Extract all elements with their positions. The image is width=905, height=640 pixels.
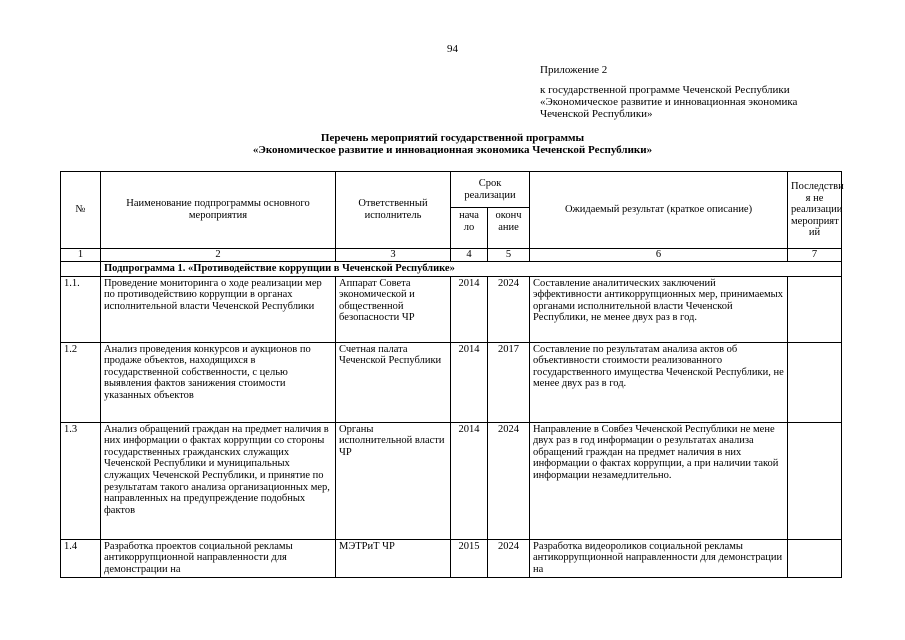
row-start: 2014 bbox=[451, 276, 488, 342]
column-numbers-row bbox=[61, 249, 842, 262]
column-number: 5 bbox=[488, 249, 530, 262]
appendix-title: Приложение 2 bbox=[540, 64, 608, 76]
row-num: 1.1. bbox=[61, 276, 101, 342]
header-term: Срок реализации bbox=[451, 172, 530, 208]
row-consequences bbox=[788, 539, 842, 577]
column-number: 1 bbox=[61, 249, 101, 262]
document-title-line-1: Перечень мероприятий государственной программы bbox=[320, 132, 585, 144]
appendix-line-3: Чеченской Республики» bbox=[540, 108, 653, 120]
row-end: 2024 bbox=[488, 539, 530, 577]
appendix-line-2: «Экономическое развитие и инновационная экономика bbox=[540, 96, 798, 108]
row-start: 2014 bbox=[451, 342, 488, 422]
table-row bbox=[61, 342, 842, 422]
header-start: нача ло bbox=[451, 208, 488, 249]
row-executor: Аппарат Совета экономической и общественной безопасности ЧР bbox=[336, 276, 451, 342]
row-executor: Органы исполнительной власти ЧР bbox=[336, 422, 451, 539]
row-result: Направление в Совбез Чеченской Республики не мене двух раз в год информации о результатах анализа обращений граждан на предмет наличия в них информации о фактах коррупции, а при наличии такой информации незамедлительно. bbox=[530, 422, 788, 539]
measures-table bbox=[60, 171, 842, 578]
row-name: Анализ проведения конкурсов и аукционов по продаже объектов, находящихся в государственной собственности, с целью выявления фактов занижения стоимости указанных объектов bbox=[101, 342, 336, 422]
header-result: Ожидаемый результат (краткое описание) bbox=[530, 172, 788, 249]
row-end: 2017 bbox=[488, 342, 530, 422]
page-number: 94 bbox=[447, 43, 458, 55]
row-consequences bbox=[788, 342, 842, 422]
row-result: Составление аналитических заключений эффективности антикоррупционных мер, принимаемых органами исполнительной власти Чеченской Республики, не менее двух раз в год. bbox=[530, 276, 788, 342]
header-consequences: Последстви я не реализации мероприят ий bbox=[788, 172, 842, 249]
row-result: Составление по результатам анализа актов об объективности стоимости реализованного государственного имущества Чеченской Республики, не менее двух раз в год. bbox=[530, 342, 788, 422]
appendix-block bbox=[540, 64, 860, 120]
row-name: Анализ обращений граждан на предмет наличия в них информации о фактах коррупции со стороны государственных гражданских служащих Чеченской Республики и муниципальных служащих Чеченской Республики, и принятие по результатам такого анализа организационных мер, направленных на предупреждение подобных фактов bbox=[101, 422, 336, 539]
header-name: Наименование подпрограммы основного мероприятия bbox=[101, 172, 336, 249]
subprogram-row bbox=[61, 262, 842, 277]
row-name: Проведение мониторинга о ходе реализации мер по противодействию коррупции в органах исполнительной власти Чеченской Республики bbox=[101, 276, 336, 342]
row-executor: Счетная палата Чеченской Республики bbox=[336, 342, 451, 422]
row-end: 2024 bbox=[488, 422, 530, 539]
column-number: 2 bbox=[101, 249, 336, 262]
header-executor: Ответственный исполнитель bbox=[336, 172, 451, 249]
row-consequences bbox=[788, 276, 842, 342]
row-name: Разработка проектов социальной рекламы антикоррупционной направленности для демонстрации на bbox=[101, 539, 336, 577]
column-number: 6 bbox=[530, 249, 788, 262]
subprogram-title: Подпрограмма 1. «Противодействие коррупции в Чеченской Республике» bbox=[101, 262, 842, 277]
column-number: 3 bbox=[336, 249, 451, 262]
document-title-line-2: «Экономическое развитие и инновационная экономика Чеченской Республики» bbox=[252, 144, 653, 156]
header-num: № bbox=[61, 172, 101, 249]
row-executor: МЭТРиТ ЧР bbox=[336, 539, 451, 577]
row-result: Разработка видеороликов социальной рекламы антикоррупционной направленности для демонстрации на bbox=[530, 539, 788, 577]
row-num: 1.2 bbox=[61, 342, 101, 422]
row-start: 2014 bbox=[451, 422, 488, 539]
column-number: 7 bbox=[788, 249, 842, 262]
table-row bbox=[61, 276, 842, 342]
row-num: 1.3 bbox=[61, 422, 101, 539]
appendix-line-1: к государственной программе Чеченской Республики bbox=[540, 84, 790, 96]
row-consequences bbox=[788, 422, 842, 539]
row-start: 2015 bbox=[451, 539, 488, 577]
document-title bbox=[0, 132, 905, 156]
column-number: 4 bbox=[451, 249, 488, 262]
row-num: 1.4 bbox=[61, 539, 101, 577]
table-row bbox=[61, 539, 842, 577]
table-row bbox=[61, 422, 842, 539]
header-end: оконч ание bbox=[488, 208, 530, 249]
row-end: 2024 bbox=[488, 276, 530, 342]
